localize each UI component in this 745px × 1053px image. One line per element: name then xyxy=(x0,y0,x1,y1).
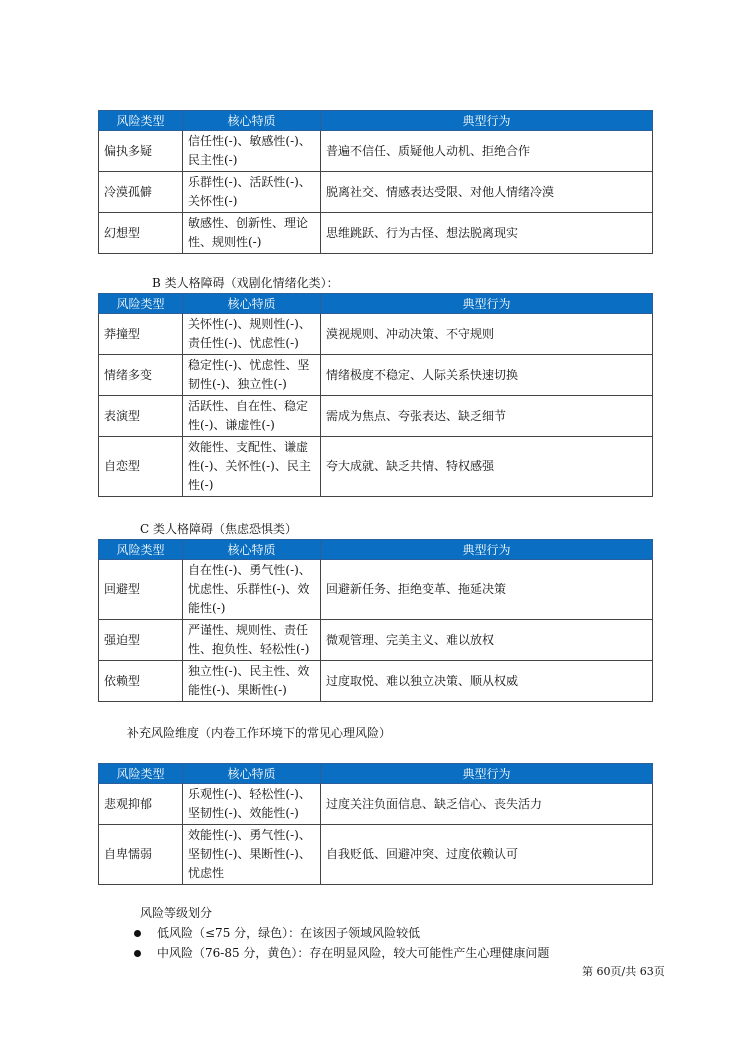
cell-typical-behavior: 需成为焦点、夸张表达、缺乏细节 xyxy=(321,396,653,437)
cell-typical-behavior: 微观管理、完美主义、难以放权 xyxy=(321,620,653,661)
header-risk-type: 风险类型 xyxy=(99,764,183,784)
table-row xyxy=(99,355,653,396)
risk-table-c xyxy=(98,539,653,702)
table-row xyxy=(99,314,653,355)
cell-risk-type: 偏执多疑 xyxy=(99,131,183,172)
page-number: 第 60页/共 63页 xyxy=(582,965,665,978)
table-row xyxy=(99,784,653,825)
cell-risk-type: 情绪多变 xyxy=(99,355,183,396)
cell-risk-type: 依赖型 xyxy=(99,661,183,702)
risk-table-b xyxy=(98,293,653,497)
header-typical-behavior: 典型行为 xyxy=(321,111,653,131)
header-core-traits: 核心特质 xyxy=(183,111,321,131)
header-core-traits: 核心特质 xyxy=(183,294,321,314)
table-row xyxy=(99,661,653,702)
cell-core-traits: 关怀性(-)、规则性(-)、责任性(-)、忧虑性(-) xyxy=(183,314,321,355)
section-heading-supplement: 补充风险维度（内卷工作环境下的常见心理风险） xyxy=(127,726,392,740)
cell-typical-behavior: 情绪极度不稳定、人际关系快速切换 xyxy=(321,355,653,396)
cell-risk-type: 自恋型 xyxy=(99,437,183,497)
cell-typical-behavior: 回避新任务、拒绝变革、拖延决策 xyxy=(321,560,653,620)
cell-core-traits: 自在性(-)、勇气性(-)、忧虑性、乐群性(-)、效能性(-) xyxy=(183,560,321,620)
cell-core-traits: 效能性(-)、勇气性(-)、坚韧性(-)、果断性(-)、忧虑性 xyxy=(183,825,321,885)
cell-core-traits: 乐观性(-)、轻松性(-)、坚韧性(-)、效能性(-) xyxy=(183,784,321,825)
table-header-row xyxy=(99,540,653,560)
header-typical-behavior: 典型行为 xyxy=(321,294,653,314)
table-row xyxy=(99,437,653,497)
cell-core-traits: 活跃性、自在性、稳定性(-)、谦虚性(-) xyxy=(183,396,321,437)
risk-level-item xyxy=(134,925,420,941)
cell-core-traits: 信任性(-)、敏感性(-)、民主性(-) xyxy=(183,131,321,172)
header-core-traits: 核心特质 xyxy=(183,540,321,560)
risk-level-item xyxy=(134,945,549,961)
cell-risk-type: 表演型 xyxy=(99,396,183,437)
table-row xyxy=(99,172,653,213)
section-heading-b: B 类人格障碍（戏剧化情绪化类）： xyxy=(152,276,339,290)
header-typical-behavior: 典型行为 xyxy=(321,540,653,560)
cell-typical-behavior: 漠视规则、冲动决策、不守规则 xyxy=(321,314,653,355)
cell-risk-type: 幻想型 xyxy=(99,213,183,254)
cell-risk-type: 莽撞型 xyxy=(99,314,183,355)
cell-typical-behavior: 脱离社交、情感表达受限、对他人情绪冷漠 xyxy=(321,172,653,213)
cell-risk-type: 自卑懦弱 xyxy=(99,825,183,885)
risk-levels-heading: 风险等级划分 xyxy=(140,906,213,920)
cell-typical-behavior: 自我贬低、回避冲突、过度依赖认可 xyxy=(321,825,653,885)
risk-level-text: 中风险（76-85 分，黄色）：存在明显风险，较大可能性产生心理健康问题 xyxy=(157,946,550,960)
bullet-icon xyxy=(134,950,141,957)
table-header-row xyxy=(99,111,653,131)
header-risk-type: 风险类型 xyxy=(99,294,183,314)
table-row xyxy=(99,620,653,661)
cell-typical-behavior: 过度关注负面信息、缺乏信心、丧失活力 xyxy=(321,784,653,825)
cell-core-traits: 效能性、支配性、谦虚性(-)、关怀性(-)、民主性(-) xyxy=(183,437,321,497)
cell-risk-type: 强迫型 xyxy=(99,620,183,661)
bullet-icon xyxy=(134,930,141,937)
table-header-row xyxy=(99,294,653,314)
cell-risk-type: 冷漠孤僻 xyxy=(99,172,183,213)
cell-typical-behavior: 过度取悦、难以独立决策、顺从权威 xyxy=(321,661,653,702)
cell-typical-behavior: 夸大成就、缺乏共情、特权感强 xyxy=(321,437,653,497)
section-heading-c: C 类人格障碍（焦虑恐惧类） xyxy=(140,522,297,536)
header-core-traits: 核心特质 xyxy=(183,764,321,784)
table-row xyxy=(99,825,653,885)
table-row xyxy=(99,131,653,172)
header-risk-type: 风险类型 xyxy=(99,540,183,560)
cell-core-traits: 独立性(-)、民主性、效能性(-)、果断性(-) xyxy=(183,661,321,702)
table-header-row xyxy=(99,764,653,784)
header-typical-behavior: 典型行为 xyxy=(321,764,653,784)
table-row xyxy=(99,560,653,620)
cell-core-traits: 稳定性(-)、忧虑性、坚韧性(-)、独立性(-) xyxy=(183,355,321,396)
table-row xyxy=(99,396,653,437)
table-row xyxy=(99,213,653,254)
cell-risk-type: 回避型 xyxy=(99,560,183,620)
risk-level-text: 低风险（≤75 分，绿色）：在该因子领域风险较低 xyxy=(157,926,421,940)
cell-core-traits: 严谨性、规则性、责任性、抱负性、轻松性(-) xyxy=(183,620,321,661)
cell-typical-behavior: 普遍不信任、质疑他人动机、拒绝合作 xyxy=(321,131,653,172)
cell-risk-type: 悲观抑郁 xyxy=(99,784,183,825)
cell-core-traits: 乐群性(-)、活跃性(-)、关怀性(-) xyxy=(183,172,321,213)
risk-table-supplement xyxy=(98,763,653,885)
cell-typical-behavior: 思维跳跃、行为古怪、想法脱离现实 xyxy=(321,213,653,254)
header-risk-type: 风险类型 xyxy=(99,111,183,131)
risk-table-a xyxy=(98,110,653,254)
cell-core-traits: 敏感性、创新性、理论性、规则性(-) xyxy=(183,213,321,254)
